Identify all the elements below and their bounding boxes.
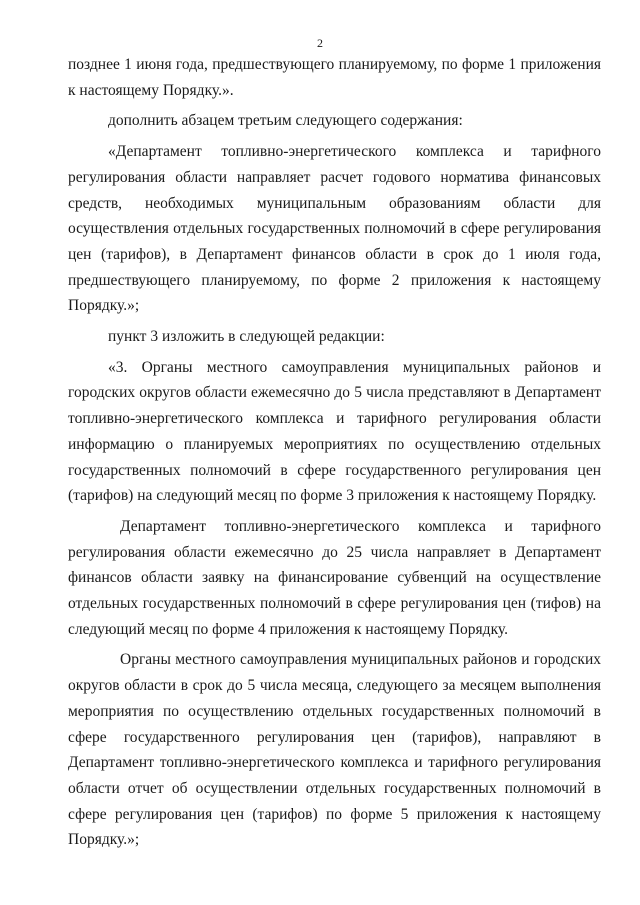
page-number: 2 — [317, 36, 323, 50]
paragraph-department-request: Департамент топливно-энергетического комплекса и тарифного регулирования области ежемесячно до 25 числа направляет в Департамент финансов области заявку на финансирование субвенций на осуществление отдельных государственных полномочий в сфере регулирования цен (тифов) на следующий месяц по форме 4 приложения к настоящему Порядку. — [68, 517, 601, 638]
paragraph-point3-intro: пункт 3 изложить в следующей редакции: — [108, 328, 385, 346]
paragraph-local-report: Органы местного самоуправления муниципальных районов и городских округов области в срок до 5 числа месяца, следующего за месяцем выполнения мероприятия по осуществлению отдельных государственных полномочий в сфере государственного регулирования цен (тарифов), направляют в Департамент топливно-энергетического комплекса и тарифного регулирования области отчет об осуществлении отдельных государственных полномочий в сфере регулирования цен (тарифов) по форме 5 приложения к настоящему Порядку.»; — [68, 651, 601, 849]
paragraph-point3-text: «3. Органы местного самоуправления муниципальных районов и городских округов области ежемесячно до 5 числа представляют в Департамент топливно-энергетического комплекса и тарифного регулирования области информацию о планируемых мероприятиях по осуществлению отдельных государственных полномочий в сфере государственного регулирования цен (тарифов) на следующий месяц по форме 3 приложения к настоящему Порядку. — [68, 358, 601, 505]
paragraph-quoted-abzac: «Департамент топливно-энергетического комплекса и тарифного регулирования области направляет расчет годового норматива финансовых средств, необходимых муниципальным образованиям области для осуществления отдельных государственных полномочий в сфере регулирования цен (тарифов), в Департамент финансов области в срок до 1 июля года, предшествующего планируемому, по форме 2 приложения к настоящему Порядку.»; — [68, 143, 601, 315]
paragraph-continuation: позднее 1 июня года, предшествующего планируемому, по форме 1 приложения к настоящему Порядку.». — [68, 56, 601, 99]
paragraph-amendment-intro: дополнить абзацем третьим следующего содержания: — [108, 112, 463, 130]
document-body — [68, 52, 601, 853]
